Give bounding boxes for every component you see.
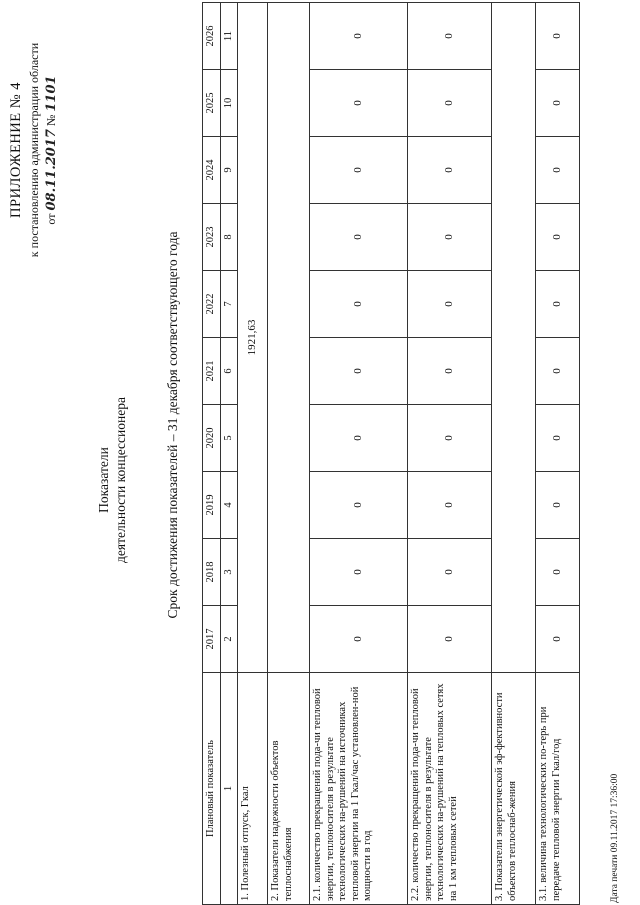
column-number: 4 xyxy=(220,472,238,539)
print-date: Дата печати 09.11.2017 17:36:00 xyxy=(610,773,620,903)
value-cell: 0 xyxy=(408,271,492,338)
appendix-title: ПРИЛОЖЕНИЕ № 4 xyxy=(8,82,24,218)
document-title xyxy=(95,355,129,605)
row-label: 2. Показатели надежности объектов теплоснабжения xyxy=(268,673,310,905)
header-cell-year: 2018 xyxy=(203,539,221,606)
row-label: 2.2. количество прекращений пода-чи тепловой энергии, теплоносителя в результате технологических на-рушений на тепловых сетях на 1 км тепловых сетей xyxy=(408,673,492,905)
value-cell: 0 xyxy=(408,204,492,271)
column-number: 1 xyxy=(220,673,238,905)
decree-reference: к постановлению администрации области xyxy=(27,42,41,258)
table-row xyxy=(310,3,408,905)
header-cell-year: 2024 xyxy=(203,137,221,204)
value-cell: 0 xyxy=(310,137,408,204)
value-cell: 0 xyxy=(536,606,580,673)
column-number: 2 xyxy=(220,606,238,673)
value-cell: 0 xyxy=(310,204,408,271)
table-row-section xyxy=(492,3,536,905)
value-cell: 0 xyxy=(536,204,580,271)
value-cell: 0 xyxy=(408,338,492,405)
title-line-1: Показатели xyxy=(96,447,111,513)
header-cell-indicator: Плановый показатель xyxy=(203,673,221,905)
decree-number-handwritten: 1101 xyxy=(44,75,59,112)
indicators-table xyxy=(202,2,580,905)
value-cell: 0 xyxy=(536,3,580,70)
table-header-row xyxy=(203,3,221,905)
header-cell-year: 2022 xyxy=(203,271,221,338)
header-cell-year: 2019 xyxy=(203,472,221,539)
empty-section-cell xyxy=(268,3,310,673)
row-label: 2.1. количество прекращений пода-чи тепловой энергии, теплоносителя в результате технологических на-рушений на источниках тепловой энергии на 1 Гкал/час установлен-ной мощности в год xyxy=(310,673,408,905)
value-cell: 0 xyxy=(536,338,580,405)
value-cell: 0 xyxy=(408,3,492,70)
header-cell-year: 2025 xyxy=(203,70,221,137)
value-cell: 0 xyxy=(536,271,580,338)
value-cell: 0 xyxy=(310,539,408,606)
row-label: 3.1. величина технологических по-терь при передаче тепловой энергии Гкал/год xyxy=(536,673,580,905)
header-cell-year: 2021 xyxy=(203,338,221,405)
decree-date-handwritten: 08.11.2017 xyxy=(44,129,59,211)
value-cell: 0 xyxy=(408,405,492,472)
table-row xyxy=(536,3,580,905)
value-cell: 0 xyxy=(408,539,492,606)
column-number: 5 xyxy=(220,405,238,472)
value-cell: 0 xyxy=(310,271,408,338)
value-cell: 0 xyxy=(310,405,408,472)
table-row xyxy=(238,3,268,905)
deadline-caption: Срок достижения показателей – 31 декабря соответствующего года xyxy=(165,231,180,619)
column-number: 7 xyxy=(220,271,238,338)
column-number: 6 xyxy=(220,338,238,405)
header-cell-year: 2017 xyxy=(203,606,221,673)
value-cell: 0 xyxy=(408,472,492,539)
value-cell: 0 xyxy=(310,472,408,539)
value-cell: 0 xyxy=(536,405,580,472)
table-row xyxy=(408,3,492,905)
value-cell: 0 xyxy=(408,70,492,137)
column-number: 10 xyxy=(220,70,238,137)
value-cell: 0 xyxy=(310,338,408,405)
empty-section-cell xyxy=(492,3,536,673)
value-cell: 0 xyxy=(408,606,492,673)
column-number: 8 xyxy=(220,204,238,271)
column-number: 9 xyxy=(220,137,238,204)
value-cell: 0 xyxy=(536,70,580,137)
header-cell-year: 2020 xyxy=(203,405,221,472)
column-number-row xyxy=(220,3,238,905)
date-prefix: от xyxy=(44,213,58,225)
value-cell: 0 xyxy=(408,137,492,204)
title-line-2: деятельности концессионера xyxy=(113,397,128,563)
value-cell: 0 xyxy=(310,606,408,673)
row-label: 1. Полезный отпуск, Гкал xyxy=(238,673,268,905)
number-prefix: № xyxy=(44,114,58,127)
value-cell: 0 xyxy=(310,3,408,70)
column-number: 11 xyxy=(220,3,238,70)
value-cell: 0 xyxy=(536,539,580,606)
value-cell: 0 xyxy=(310,70,408,137)
header-cell-year: 2023 xyxy=(203,204,221,271)
value-cell: 0 xyxy=(536,137,580,204)
appendix-header xyxy=(8,15,59,285)
value-cell: 0 xyxy=(536,472,580,539)
decree-date-line xyxy=(44,15,59,285)
row-label: 3. Показатели энергетической эф-фективности объектов теплоснаб-жения xyxy=(492,673,536,905)
merged-value-cell: 1921,63 xyxy=(238,3,268,673)
column-number: 3 xyxy=(220,539,238,606)
table-row-section xyxy=(268,3,310,905)
header-cell-year: 2026 xyxy=(203,3,221,70)
